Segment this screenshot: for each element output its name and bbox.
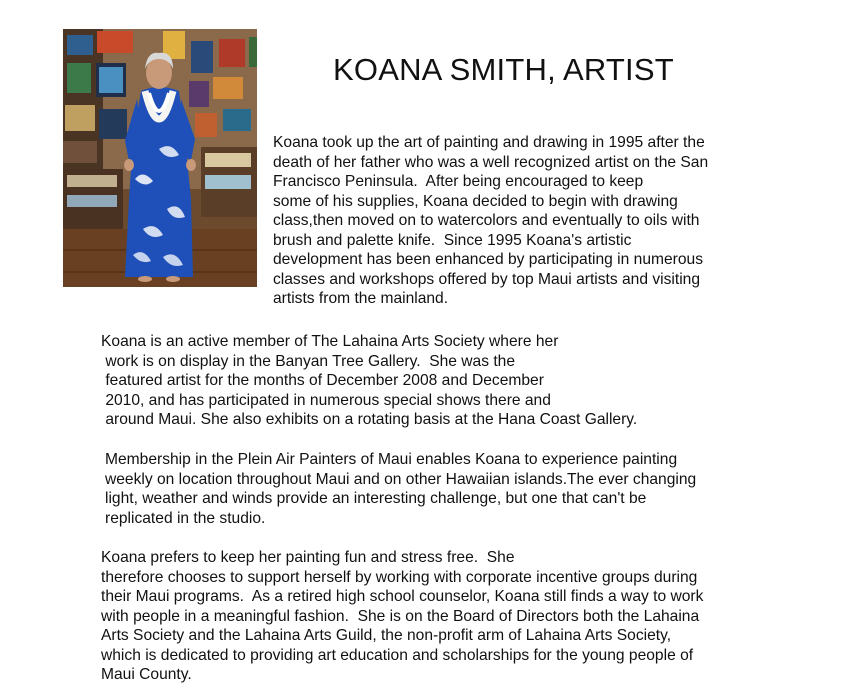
paragraph-line: Arts Society and the Lahaina Arts Guild, the non-profit arm of Lahaina Arts Society, [101, 627, 672, 644]
bio-paragraph-3 [105, 450, 696, 528]
paragraph-line: classes and workshops offered by top Maui artists and visiting [273, 270, 701, 288]
paragraph-line: 2010, and has participated in numerous special shows there and [101, 391, 551, 409]
paragraph-line: work is on display in the Banyan Tree Gallery. She was the [101, 352, 516, 370]
paragraph-line: with people in a meaningful fashion. She is on the Board of Directors both the Lahaina [101, 607, 700, 625]
bio-paragraph-4 [101, 548, 703, 685]
paragraph-line: Koana is an active member of The Lahaina Arts Society where her [101, 333, 559, 350]
paragraph-line: death of her father who was a well recognized artist on the San [273, 153, 709, 171]
paragraph-line: featured artist for the months of December 2008 and December [101, 372, 544, 389]
paragraph-line: around Maui. She also exhibits on a rotating basis at the Hana Coast Gallery. [101, 411, 638, 428]
paragraph-line: light, weather and winds provide an interesting challenge, but one that can't be [105, 490, 647, 507]
paragraph-line: Maui County. [101, 666, 192, 683]
paragraph-line: artists from the mainland. [273, 290, 449, 307]
paragraph-line: Francisco Peninsula. After being encouraged to keep [273, 173, 644, 190]
paragraph-line: Membership in the Plein Air Painters of Maui enables Koana to experience painting [105, 451, 678, 468]
paragraph-line: some of his supplies, Koana decided to begin with drawing [273, 192, 678, 210]
paragraph-line: weekly on location throughout Maui and on other Hawaiian islands.The ever changing [105, 470, 697, 488]
artist-photo [63, 29, 257, 287]
paragraph-line: development has been enhanced by participating in numerous [273, 251, 703, 268]
bio-paragraph-2 [101, 332, 637, 430]
paragraph-line: Koana took up the art of painting and drawing in 1995 after the [273, 134, 705, 151]
paragraph-line: replicated in the studio. [105, 509, 266, 527]
paragraph-line: class,then moved on to watercolors and eventually to oils with [273, 212, 700, 229]
paragraph-line: which is dedicated to providing art education and scholarships for the young people of [101, 646, 694, 664]
paragraph-line: brush and palette knife. Since 1995 Koana's artistic [273, 231, 632, 249]
paragraph-line: Koana prefers to keep her painting fun and stress free. She [101, 549, 515, 566]
page-title: KOANA SMITH, ARTIST [333, 52, 674, 87]
bio-paragraph-1 [273, 133, 708, 309]
paragraph-line: therefore chooses to support herself by working with corporate incentive groups during [101, 568, 698, 586]
paragraph-line: their Maui programs. As a retired high school counselor, Koana still finds a way to work [101, 588, 704, 605]
